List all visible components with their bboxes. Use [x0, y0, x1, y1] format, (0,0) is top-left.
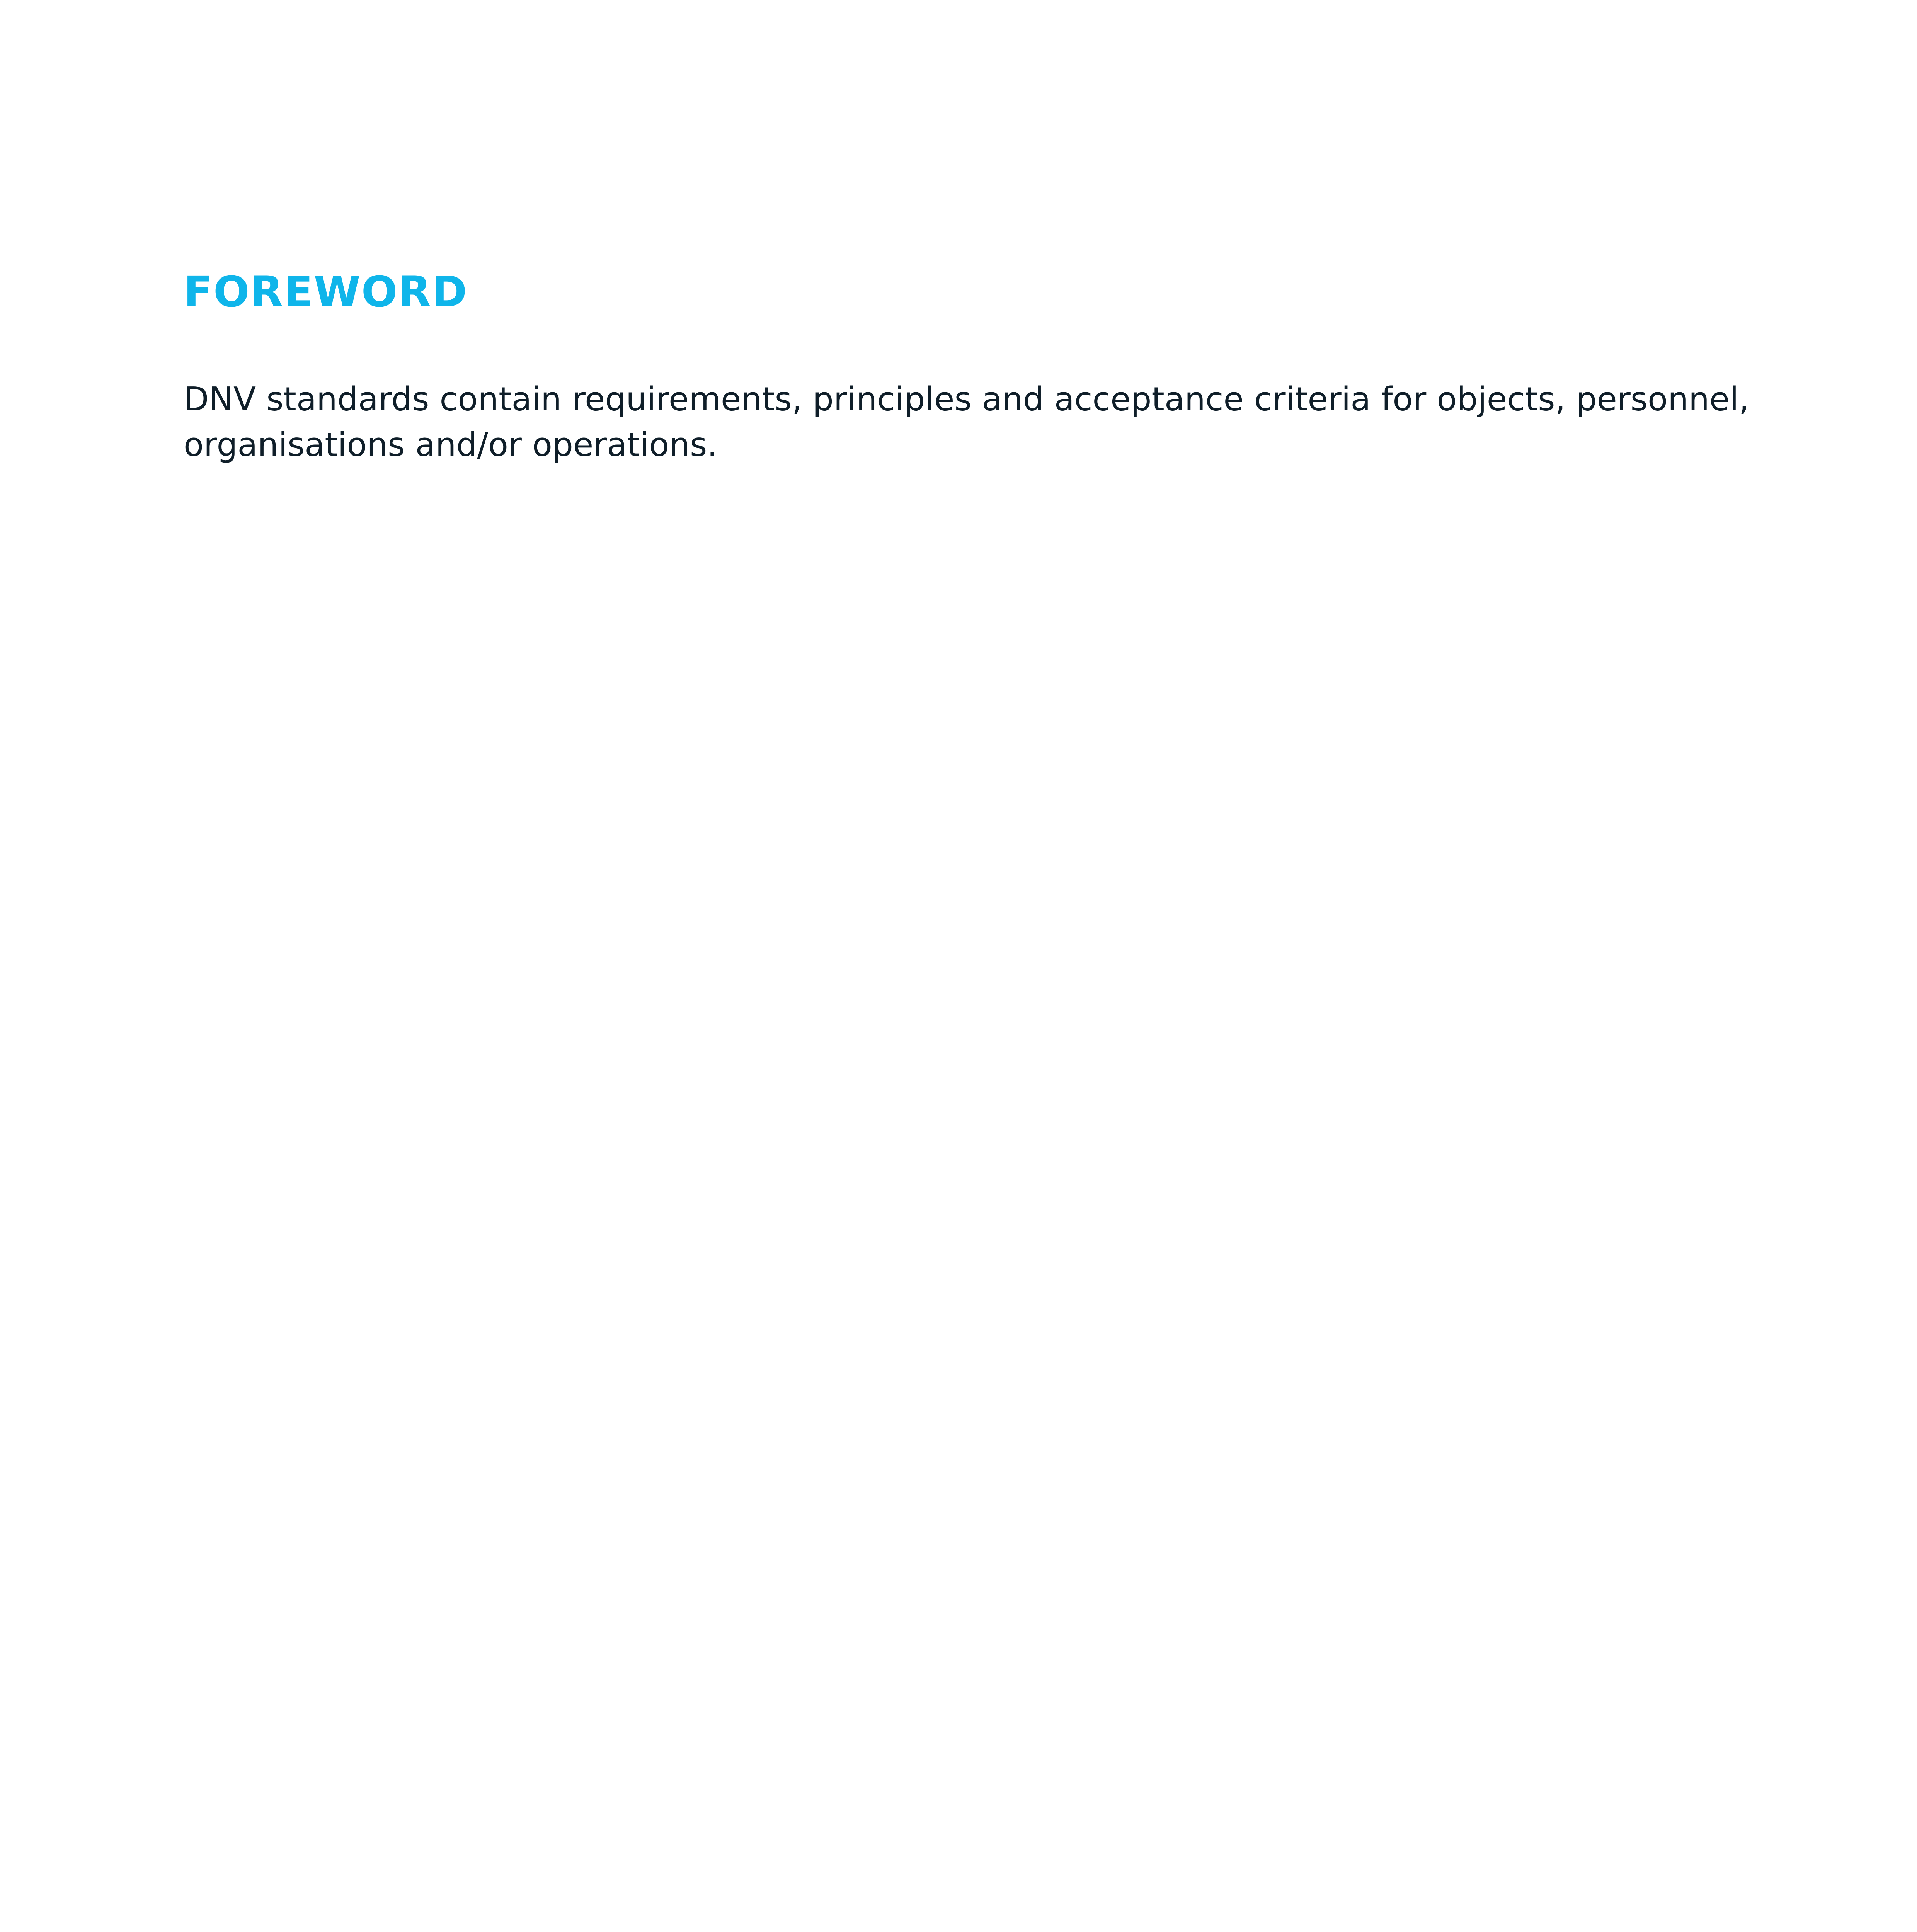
page-title: FOREWORD: [184, 267, 468, 316]
foreword-intro: DNV standards contain requirements, principles and acceptance criteria for objects, personnel, organisations and/or operations.: [184, 380, 1749, 464]
